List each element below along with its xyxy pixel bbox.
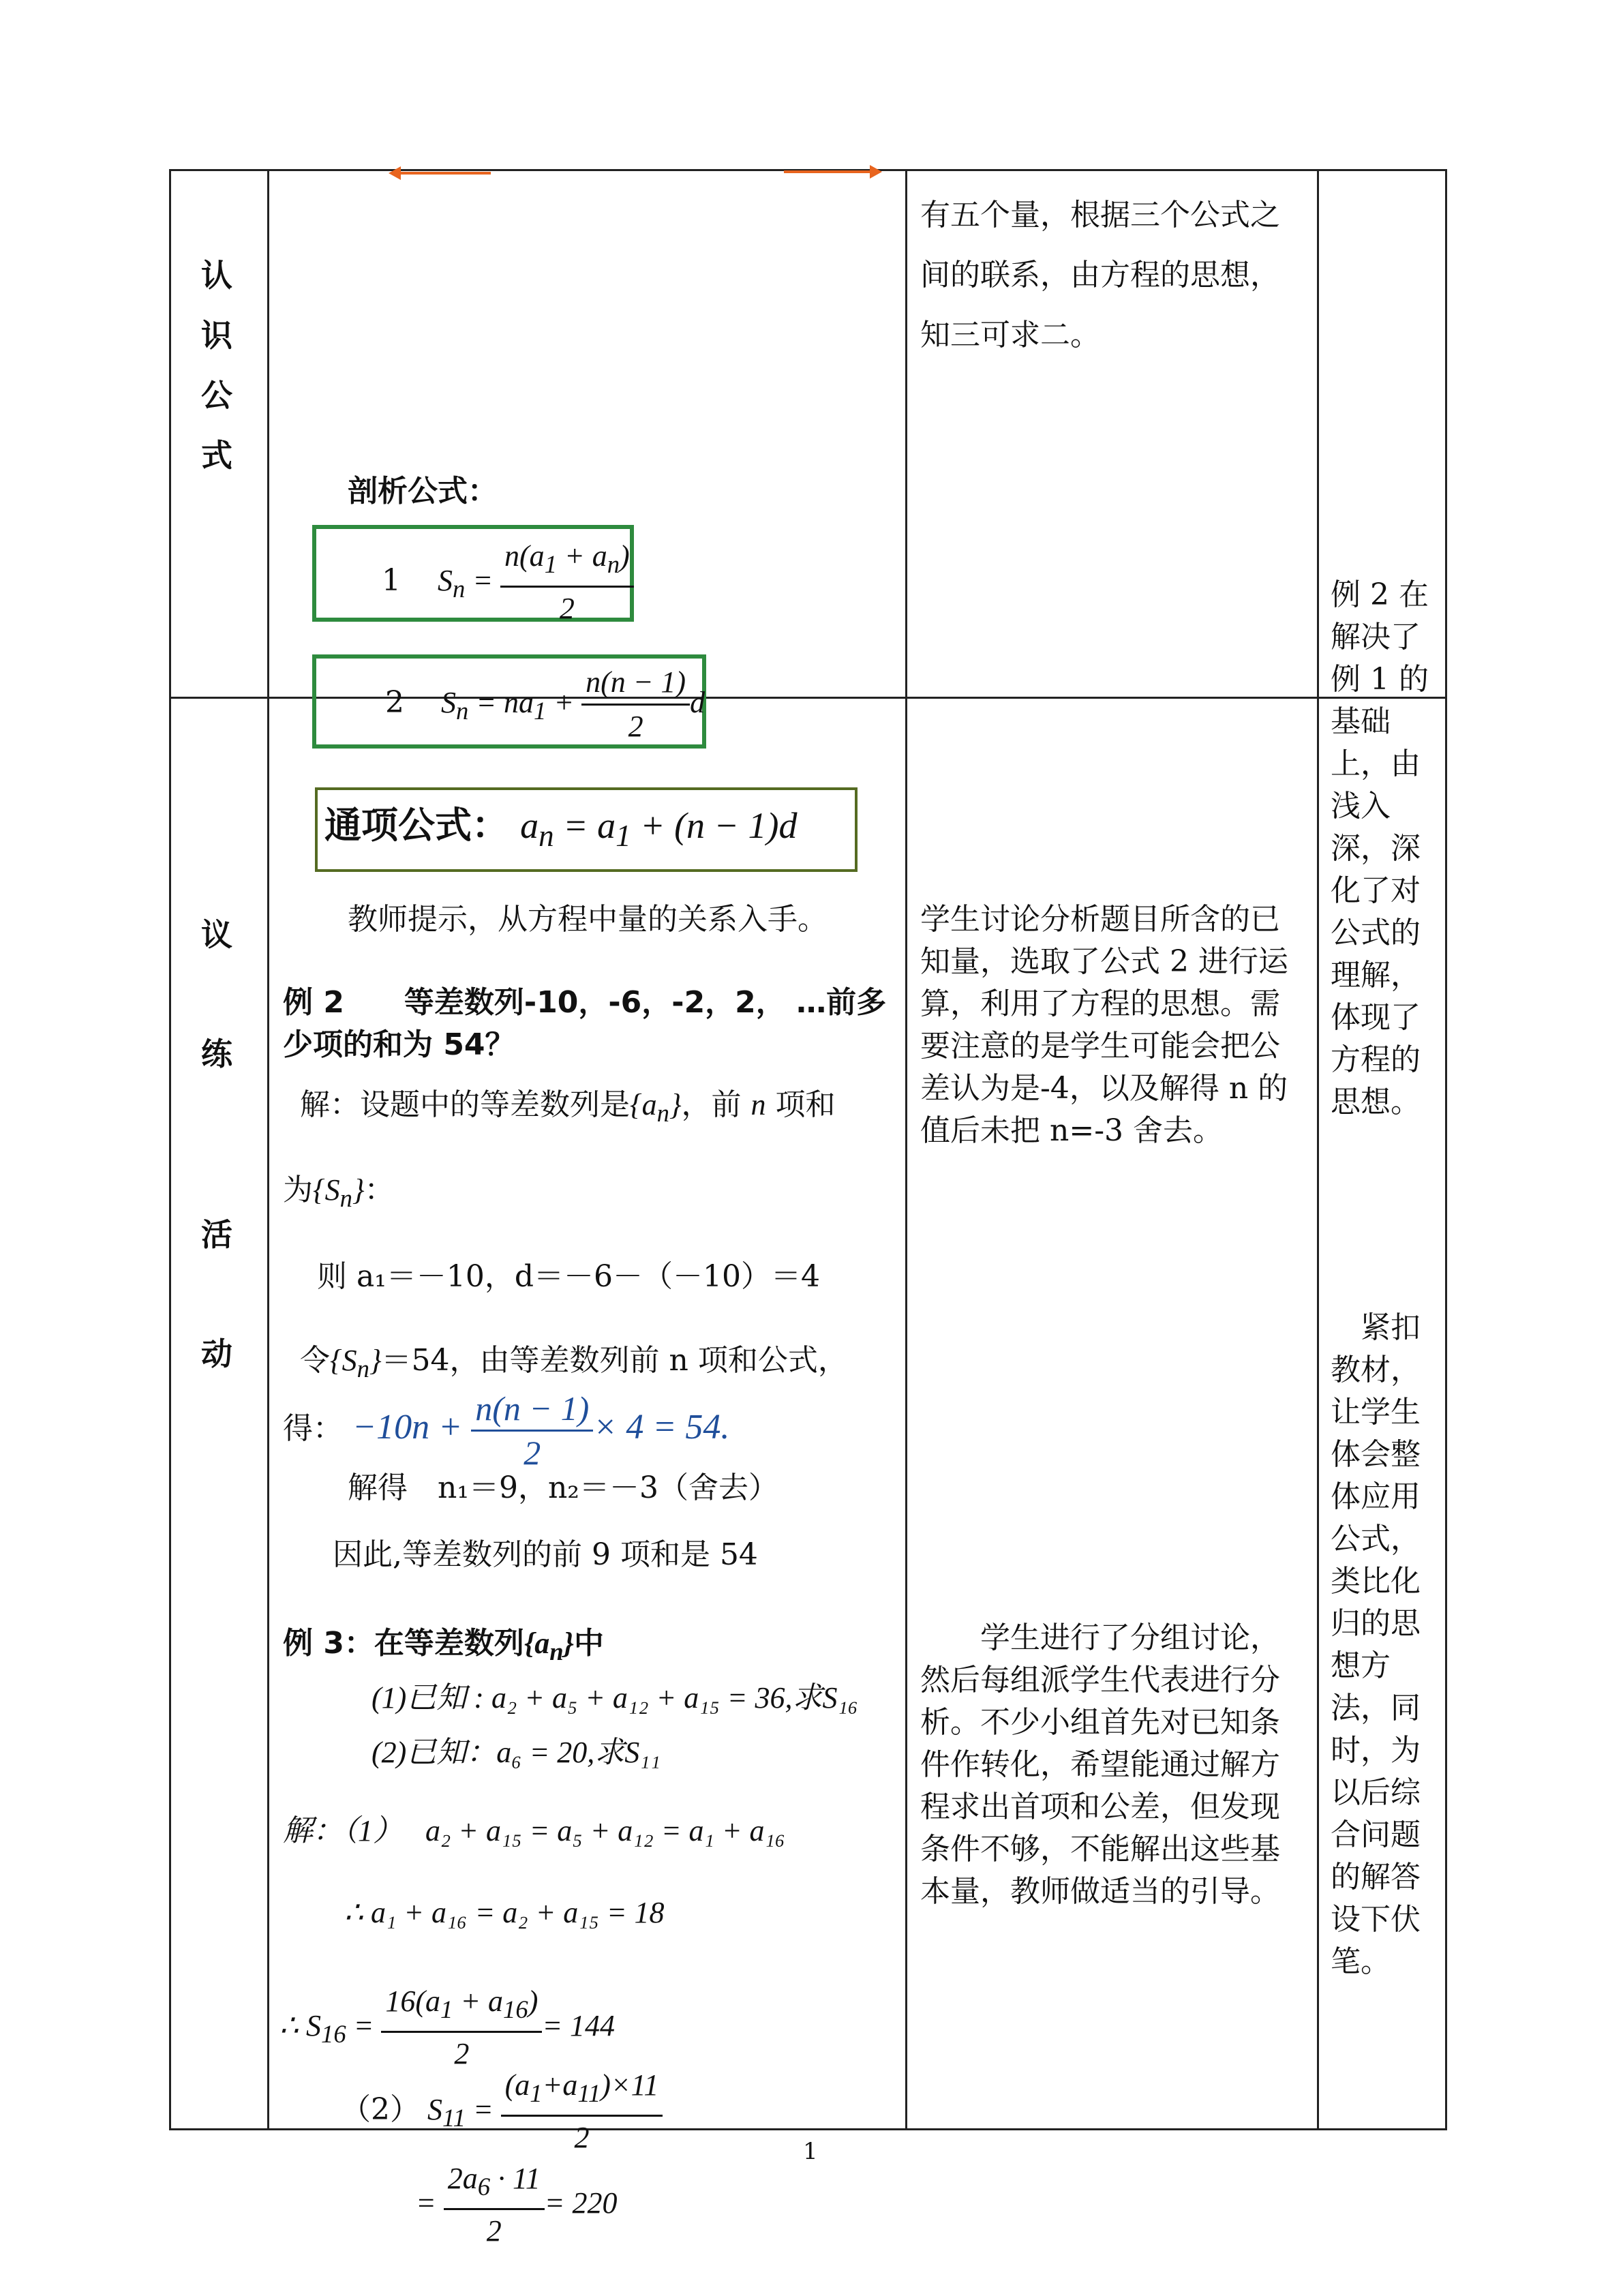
ex2-sol1-n: n	[750, 1088, 766, 1121]
example3-title-text: 例 3：在等差数列	[283, 1626, 524, 1661]
col3-example2-note: 学生讨论分析题目所含的已知量，选取了公式 2 进行运算，利用了方程的思想。需要注意的是学生可能会把公差认为是-4，以及解得 n 的值后未把 n=-3 舍去。	[920, 902, 1288, 1148]
ex3-sol3-result: = 144	[542, 2008, 616, 2042]
section-label-practice-3: 活	[201, 1216, 232, 1253]
table-col-divider-3	[1317, 169, 1319, 2130]
col4-note-a: 例 2 在解决了例 1 的基础上，由浅入深，深化了对公式的理解，体现了方程的思想。	[1331, 577, 1429, 1119]
page-number: 1	[803, 2138, 818, 2165]
formula-1-number: 1	[382, 562, 401, 598]
ex3-solution-line5: = $\frac{2a_6 \cdot 11}{2}$ = 220	[416, 2158, 617, 2252]
ex2-sol1-mid: ，前	[681, 1087, 742, 1122]
ex3-solution-line3: ∴ $S_{16}$ = $\frac{16(a_1 + a_{16})}{2}$ = 144	[279, 1980, 615, 2075]
general-formula-label: 通项公式：	[324, 804, 509, 847]
col3-example3-note: 学生进行了分组讨论，然后每组派学生代表进行分析。不少小组首先对已知条件作转化，希望能通过解方程求出首项和公差，但发现条件不够，不能解出这些基本量，教师做适当的引导。	[920, 1620, 1280, 1909]
ex2-sol1-prefix: 解：设题中的等差数列是	[300, 1087, 630, 1122]
ex2-sol2-prefix: 为	[283, 1173, 313, 1207]
ex2-sol4-end: ＝54，由等差数列前 n 项和公式，	[381, 1343, 848, 1378]
arrow-left-head-icon	[389, 166, 401, 180]
arrow-left-icon	[395, 172, 491, 175]
ex2-solution-line2: 为$\{S_n\}$：	[283, 1173, 395, 1212]
ex2-solution-line1: 解：设题中的等差数列是$\{a_n\}$，前 n 项和	[300, 1087, 836, 1127]
table-col-divider-2	[905, 169, 907, 2130]
ex3-sol4-prefix: （2）	[341, 2091, 420, 2127]
general-formula: 通项公式： $a_n = a_1 + (n - 1)d$	[324, 804, 798, 853]
teacher-hint: 教师提示，从方程中量的关系入手。	[348, 902, 828, 937]
example3-title: 例 3：在等差数列$\{a_n\}$中	[283, 1626, 604, 1665]
ex2-solution-line6: 解得 n₁＝9，n₂＝－3（舍去）	[348, 1470, 778, 1505]
formula-2: 2 $S_n = na_1$ + $\frac{n(n - 1)}{2}$ d	[385, 661, 705, 748]
section-label-practice-1: 议	[201, 916, 232, 953]
ex2-solution-line5: 得： −10n + $\frac{n(n - 1)}{2}$ × 4 = 54.	[283, 1387, 729, 1474]
section-label-practice-2: 练	[201, 1036, 232, 1072]
arrow-right-icon	[784, 170, 871, 173]
ex3-sol5-result: = 220	[544, 2186, 618, 2220]
ex2-solution-line3: 则 a₁＝－10，d＝－6－（－10）＝4	[317, 1259, 820, 1294]
table-right-border	[1445, 169, 1447, 2130]
formula-2-number: 2	[385, 685, 404, 720]
ex2-sol4-prefix: 令	[300, 1343, 330, 1378]
ex3-solution-line4: （2） $S_{11}$ = $\frac{(a_1+a_{11})\times 11}{2}$	[341, 2064, 663, 2159]
section-label-practice-4: 动	[201, 1335, 232, 1372]
example2-title: 例 2 等差数列-10，-6，-2，2， …前多少项的和为 54？	[283, 985, 887, 1062]
col3-top-note: 有五个量，根据三个公式之间的联系，由方程的思想，知三可求二。	[920, 198, 1280, 352]
section-label-recognize: 认 识 公 式	[201, 257, 232, 474]
ex2-solution-line7: 因此,等差数列的前 9 项和是 54	[333, 1537, 758, 1572]
example3-title-tail: 中	[573, 1626, 604, 1661]
ex3-solution-line1: 解：（1） a₂ + a₁₅ = a₅ + a₁₂ = a₁ + a₁₆	[283, 1814, 786, 1847]
ex2-sol1-end: 项和	[775, 1087, 836, 1122]
ex3-solution-line2: ∴ a₁ + a₁₆ = a₂ + a₁₅ = 18	[344, 1896, 665, 1929]
ex2-sol5-prefix: 得：	[283, 1411, 343, 1446]
col4-note-b: 紧扣教材，让学生体会整体应用公式，类比化归的思想方法，同时，为以后综合问题的解答设下伏笔。	[1331, 1310, 1421, 1979]
ex2-solution-line4: 令$\{S_n\}=54$，由等差数列前 n 项和公式，	[300, 1343, 848, 1383]
table-left-border	[169, 169, 171, 2130]
analysis-label: 剖析公式：	[348, 474, 498, 509]
arrow-right-head-icon	[870, 165, 882, 179]
ex3-condition-2: (2)已知：a₆ = 20,求S₁₁	[371, 1736, 661, 1769]
formula-1: 1 $S_n$ = $\frac{n(a_1 + a_n)}{2}$	[382, 535, 634, 630]
ex3-condition-1: (1)已知 : a₂ + a₅ + a₁₂ + a₁₅ = 36,求S₁₆	[371, 1681, 859, 1715]
table-col-divider-1	[267, 169, 269, 2130]
